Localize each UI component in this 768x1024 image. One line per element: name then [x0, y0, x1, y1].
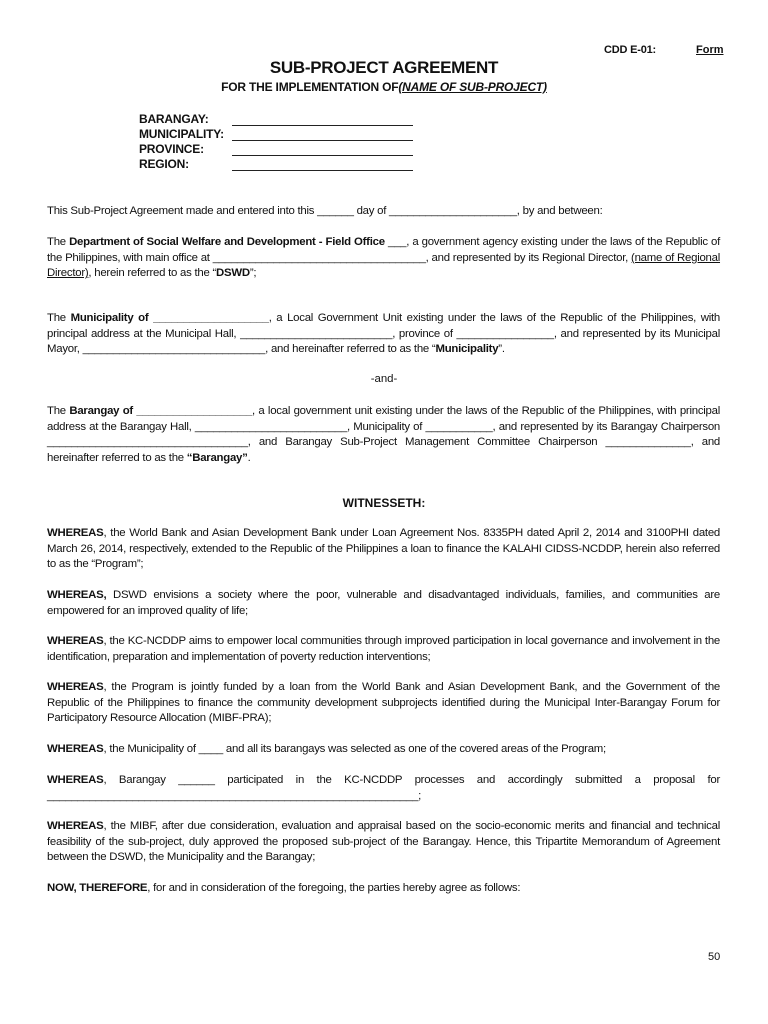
text-run: The: [47, 405, 70, 417]
witnesseth-heading: WITNESSETH:: [342, 496, 426, 510]
whereas-keyword: WHEREAS: [47, 774, 104, 786]
barangay-field-line[interactable]: [232, 113, 413, 126]
whereas-keyword: WHEREAS,: [47, 589, 107, 601]
text-run: , herein referred to as the “: [88, 267, 217, 280]
whereas-keyword: WHEREAS: [47, 635, 104, 647]
page-number: 50: [708, 951, 721, 963]
whereas-text: , the Municipality of ____ and all its barangays was selected as one of the covered areas of the Program;: [103, 743, 606, 755]
now-therefore-keyword: NOW, THEREFORE: [47, 882, 148, 894]
region-field-line[interactable]: [232, 158, 413, 171]
regional-director-placeholder: (name of Regional Director): [47, 251, 721, 280]
text-run: The: [47, 312, 71, 324]
now-therefore-text: , for and in consideration of the foregoing, the parties hereby agree as follows:: [147, 882, 521, 894]
whereas-text: DSWD envisions a society where the poor, vulnerable and disadvantaged individuals, families, and communities are empowered for an improved quality of life;: [47, 589, 720, 617]
text-run: , a local government unit existing under the laws of the Republic of the Philippines, with principal address at the Barangay Hall, _________________________, Municipality of ___________, and represented by its Barangay Chairperson _________________________________, and Barangay Sub-Project Management Committee Chairperson ______________, and hereinafter referred to as the: [47, 405, 721, 464]
barangay-name: Barangay of ___________________: [69, 405, 253, 417]
subtitle-subproject-name: (NAME OF SUB-PROJECT): [398, 80, 547, 94]
dswd-paragraph: [47, 235, 720, 282]
whereas-keyword: WHEREAS: [47, 681, 104, 693]
whereas-clause: [47, 634, 720, 665]
subtitle-prefix: FOR THE IMPLEMENTATION OF: [221, 80, 399, 94]
barangay-label: BARANGAY:: [139, 112, 209, 126]
region-label: REGION:: [139, 157, 189, 171]
text-run: ”;: [249, 267, 257, 280]
form-label: Form: [696, 44, 724, 56]
whereas-clause: [47, 588, 720, 619]
document-subtitle: [0, 80, 768, 94]
text-run: ___, a government agency existing under the laws of the Republic of the Philippines, with main office at ___________________________________, and represented by its Regional Director,: [47, 236, 720, 264]
whereas-keyword: WHEREAS: [47, 743, 104, 755]
whereas-clause: [47, 819, 720, 866]
whereas-clause: [47, 526, 720, 573]
municipality-label: MUNICIPALITY:: [139, 127, 224, 141]
and-separator: -and-: [370, 373, 398, 385]
whereas-text: , the KC-NCDDP aims to empower local communities through improved participation in local governance and involvement in the identification, preparation and implementation of poverty reduction interventions;: [47, 635, 720, 663]
whereas-keyword: WHEREAS: [47, 820, 104, 832]
municipality-name: Municipality of ___________________: [70, 312, 269, 324]
whereas-clause: [47, 742, 720, 758]
text-run: .: [247, 451, 251, 464]
dswd-short: DSWD: [216, 267, 250, 280]
province-label: PROVINCE:: [139, 142, 204, 156]
whereas-text: , the MIBF, after due consideration, evaluation and appraisal based on the socio-economic merits and financial and technical feasibility of the sub-project, duly approved the proposed sub-project of the Barangay. Hence, this Tripartite Memorandum of Agreement between the DSWD, the Municipality and the Barangay;: [47, 820, 720, 864]
whereas-text: , the World Bank and Asian Development Bank under Loan Agreement Nos. 8335PH dated April 2, 2014 and 3100PHI dated March 26, 2014, respectively, extended to the Republic of the Philippines a loan to finance the KALAHI CIDSS-NCDDP, herein also referred to as the “Program”;: [47, 527, 720, 571]
barangay-paragraph: [47, 404, 720, 466]
whereas-text: , Barangay ______ participated in the KC-NCDDP processes and accordingly submitted a proposal for _____________________________________________________________;: [47, 774, 720, 802]
text-run: The: [47, 236, 70, 248]
dswd-name: Department of Social Welfare and Development - Field Office: [69, 236, 385, 248]
intro-paragraph: This Sub-Project Agreement made and entered into this ______ day of _____________________, by and between:: [47, 205, 603, 217]
form-code: CDD E-01:: [604, 44, 656, 56]
province-field-line[interactable]: [232, 143, 413, 156]
document-title: SUB-PROJECT AGREEMENT: [269, 58, 499, 77]
municipality-short: Municipality: [435, 343, 499, 356]
whereas-clause: [47, 773, 720, 804]
whereas-keyword: WHEREAS: [47, 527, 104, 539]
whereas-clause: [47, 680, 720, 727]
text-run: ”.: [498, 343, 505, 356]
now-therefore-clause: [47, 881, 720, 897]
municipality-field-line[interactable]: [232, 128, 413, 141]
text-run: , a Local Government Unit existing under the laws of the Republic of the Philippines, with principal address at the Municipal Hall, _________________________, province of ________________, and represented by its Municipal Mayor, ______________________________, and hereinafter referred to as the “: [47, 312, 721, 356]
barangay-short: “Barangay”: [186, 451, 248, 464]
whereas-text: , the Program is jointly funded by a loan from the World Bank and Asian Development Bank, and the Government of the Republic of the Philippines to finance the community development subprojects identified during the Municipal Inter-Barangay Forum for Participatory Resource Allocation (MIBF-PRA);: [47, 681, 720, 725]
municipality-paragraph: [47, 311, 720, 358]
